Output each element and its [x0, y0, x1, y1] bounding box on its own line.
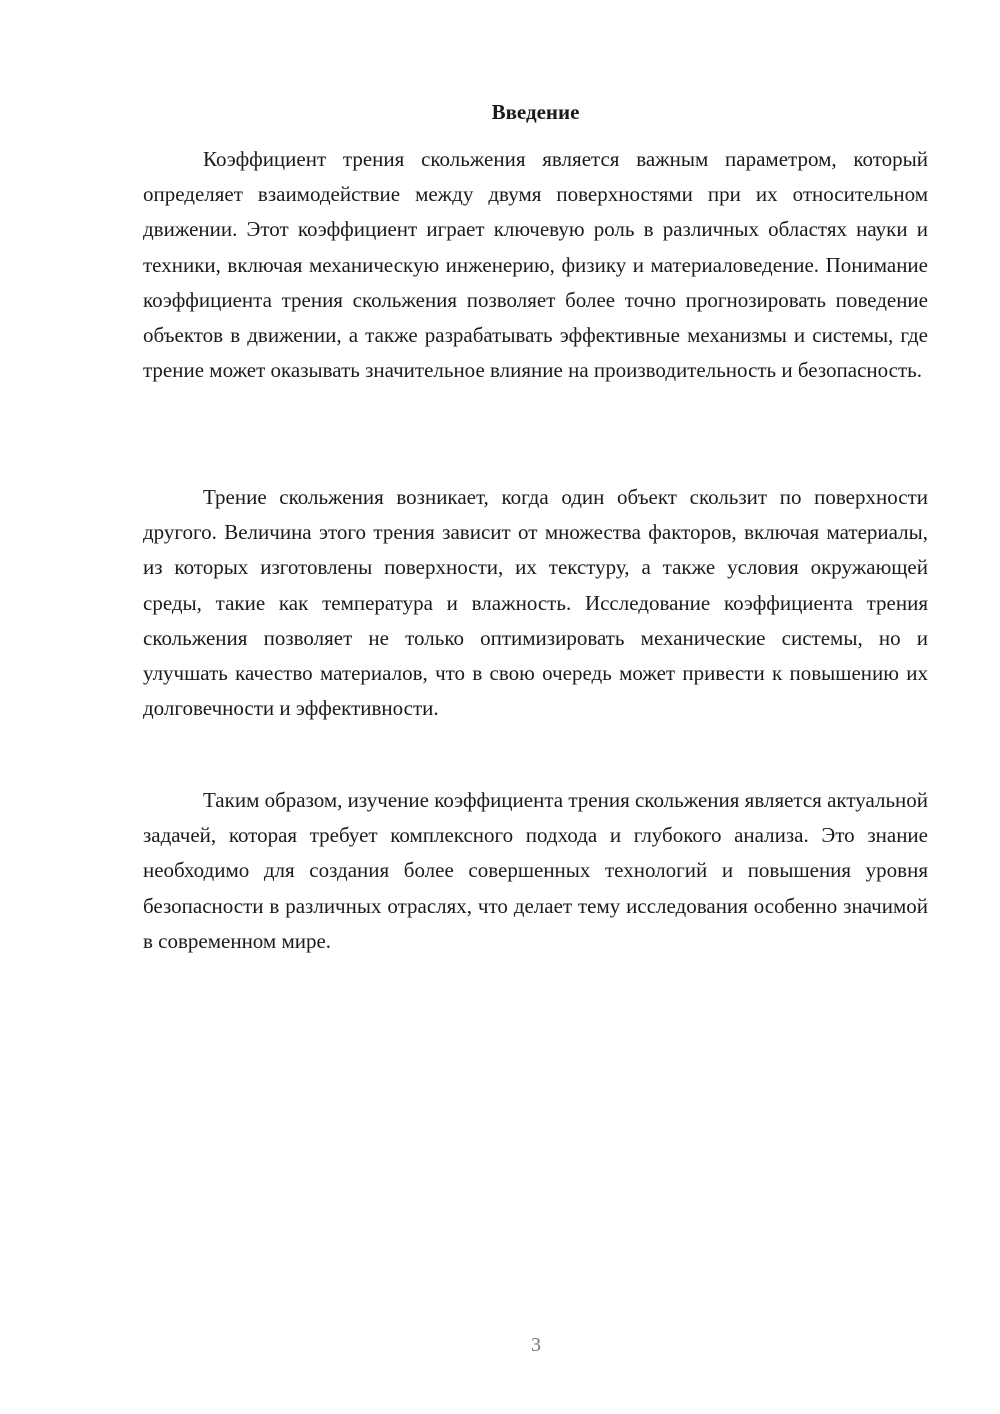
paragraph-3: Таким образом, изучение коэффициента трения скольжения является актуальной задачей, которая требует комплексного подхода и глубокого анализа. Это знание необходимо для создания более совершенных технологий и повышения уровня безопасности в различных отраслях, что делает тему исследования особенно значимой в современном мире. [143, 788, 928, 953]
paragraph-1: Коэффициент трения скольжения является важным параметром, который определяет взаимодействие между двумя поверхностями при их относительном движении. Этот коэффициент играет ключевую роль в различных областях науки и техники, включая механическую инженерию, физику и материаловедение. Понимание коэффициента трения скольжения позволяет более точно прогнозировать поведение объектов в движении, а также разрабатывать эффективные механизмы и системы, где трение может оказывать значительное влияние на производительность и безопасность. [143, 147, 928, 383]
paragraph-2: Трение скольжения возникает, когда один объект скользит по поверхности другого. Величина этого трения зависит от множества факторов, включая материалы, из которых изготовлены поверхности, их текстуру, а также условия окружающей среды, такие как температура и влажность. Исследование коэффициента трения скольжения позволяет не только оптимизировать механические системы, но и улучшать качество материалов, что в свою очередь может привести к повышению их долговечности и эффективности. [143, 485, 928, 721]
page-number: 3 [531, 1334, 541, 1356]
section-title: Введение [491, 100, 580, 124]
